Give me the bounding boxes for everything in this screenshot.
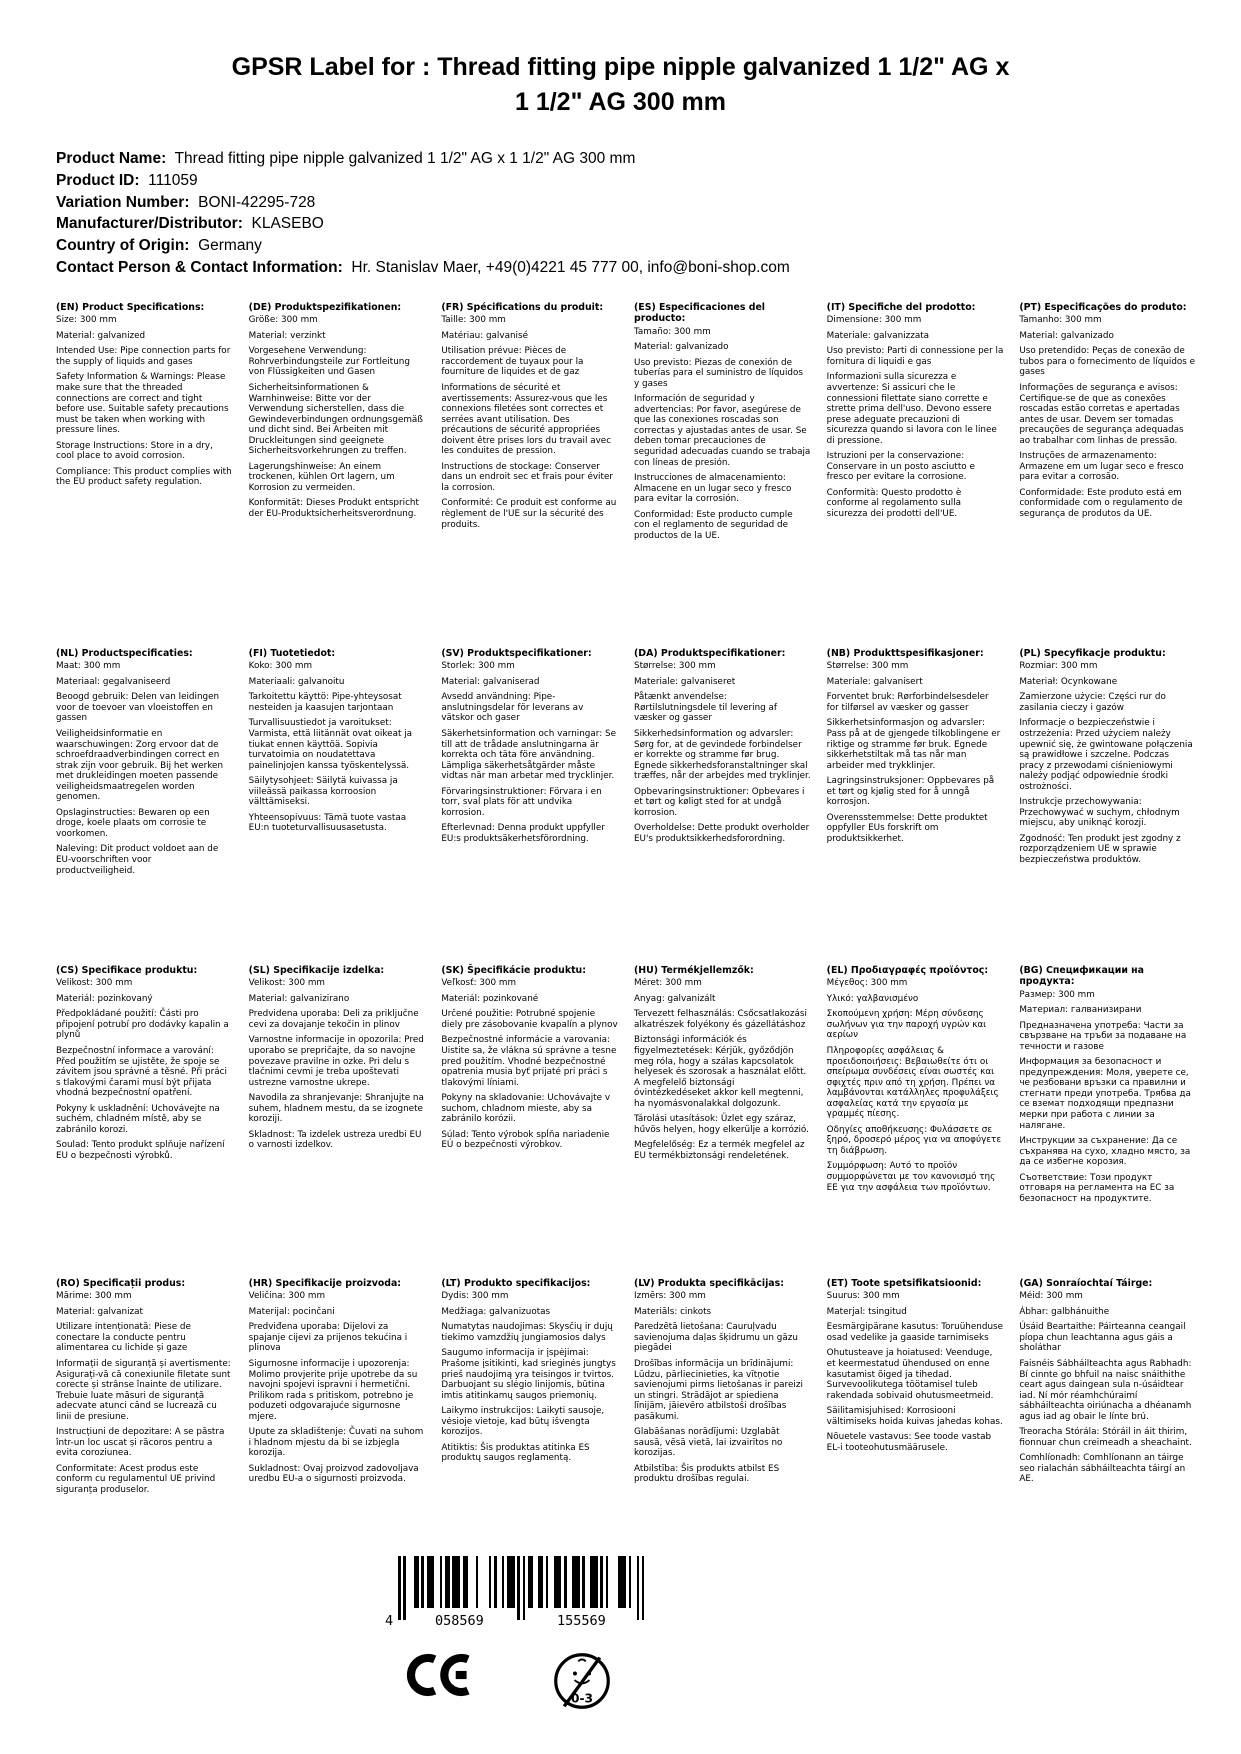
spec-block-item: Izmērs: 300 mm [634,1291,706,1302]
spec-block-item: Storlek: 300 mm [441,661,515,672]
spec-block-item: Säkerhetsinformation och varningar: Se till att de trådade anslutningarna är korrekta och täta före användning. Lämpliga säkerhetsåtgärder måste vidtas när man arbetar med trycklinjer. [441,729,616,782]
spec-block-item: Conformitate: Acest produs este conform cu regulamentul UE privind siguranța produselor. [56,1463,216,1496]
spec-block-item: Materiale: galvaniseret [634,676,736,687]
spec-block-item: Koko: 300 mm [248,661,313,672]
spec-block-item: Laikymo instrukcijos: Laikyti sausoje, vėsioje vietoje, kad būtų išvengta korozijos. [441,1406,605,1438]
spec-block-item: Størrelse: 300 mm [826,661,909,672]
spec-block-item: Soulad: Tento produkt splňuje nařízení EU o bezpečnosti výrobků. [56,1140,225,1161]
spec-block-item: Säilitamisjuhised: Korrosiooni vältimiseks hoida kuivas jahedas kohas. [826,1406,1003,1427]
spec-block-item: Материал: галванизирани [1019,1005,1142,1016]
spec-block-heading: (HR) Specifikacije proizvoda: [248,1278,402,1289]
spec-block-item: Anyag: galvanizált [634,993,716,1004]
spec-block-fr [441,302,618,648]
product-info [56,148,790,279]
spec-block-heading: (FI) Tuotetiedot: [248,648,336,659]
spec-block-item: Ábhar: galbhánuithe [1019,1306,1110,1317]
spec-block-item: Instruções de armazenamento: Armazene em um lugar seco e fresco para evitar a corrosão. [1019,451,1184,483]
spec-block-item: Påtænkt anvendelse: Rørtilslutningsdele til levering af væsker og gasser [634,692,778,724]
spec-block-item: Informations de sécurité et avertissements: Assurez-vous que les connexions filetées sont correctes et serrées avant utilisation. Des précautions de sécurité appropriées doivent être prises lors du travail avec les conduites de pression. [441,383,612,457]
spec-block-et [827,1278,1004,1501]
spec-block-item: Dimensione: 300 mm [826,315,922,326]
barcode-digit-right: 155569 [557,1613,606,1629]
spec-block-item: Istruzioni per la conservazione: Conservare in un posto asciutto e fresco per evitare la corrosione. [826,451,975,483]
spec-block-item: Predvidena uporaba: Deli za priključne cevi za dovajanje tekočin in plinov [248,1009,419,1030]
spec-block-item: Rozmiar: 300 mm [1019,661,1098,672]
spec-block-item: Инструкции за съхранение: Да се съхранява на сухо, хладно място, за да се избегне корозия. [1019,1136,1191,1168]
spec-block-item: Saugumo informacija ir įspėjimai: Prašome įsitikinti, kad srieginės jungtys prieš naudojimą yra teisingos ir tvirtos. Darbuojant su slėgio linijomis, būtina imtis atitinkamų saugos priemonių. [441,1348,616,1401]
spec-block-item: Informații de siguranță și avertismente: Asigurați-vă că conexiunile filetate sunt corecte și strânse înainte de utilizare. Trebuie luate măsuri de siguranță adecvate atunci când se lucrează cu linii de presiune. [56,1359,231,1422]
barcode-bars-icon [398,1556,678,1620]
spec-block-item: Naleving: Dit product voldoet aan de EU-voorschriften voor productveiligheid. [56,844,219,876]
spec-block-item: Material: galvanizado [1019,330,1114,341]
spec-block-sl [249,965,426,1278]
info-value: KLASEBO [251,215,324,233]
spec-block-hu [634,965,811,1278]
spec-block-item: Materjal: tsingitud [826,1306,907,1317]
spec-block-heading: (EN) Product Specifications: [56,302,205,313]
spec-block-heading: (CS) Specifikace produktu: [56,965,198,976]
spec-block-item: Beoogd gebruik: Delen van leidingen voor de toevoer van vloeistoffen en gassen [56,692,220,724]
spec-block-item: Eesmärgipärane kasutus: Toruühenduse osad vedelike ja gaaside tarnimiseks [826,1322,1004,1343]
spec-block-item: Bezpečnostné informácie a varovania: Uistite sa, že vlákna sú správne a tesne pred použitím. Vhodné bezpečnostné opatrenia musia byť prijaté pri práci s tlakovými líniami. [441,1035,617,1088]
page-title-line2: 1 1/2" AG 300 mm [514,88,727,116]
spec-block-item: Sicherheitsinformationen & Warnhinweise: Bitte vor der Verwendung sicherstellen, dass die Gewindeverbindungen ordnungsgemäß und dicht sind. Bei Arbeiten mit Druckleitungen sind geeignete Sicherheitsvorkehrungen zu treffen. [248,383,423,457]
spec-block-heading: (LV) Produkta specifikācijas: [634,1278,784,1289]
spec-block-heading: (RO) Specificații produs: [56,1278,186,1289]
spec-block-item: Glabāšanas norādījumi: Uzglabāt sausā, vēsā vietā, lai izvairītos no korozijas. [634,1427,783,1459]
spec-block-item: Comhlíonadh: Comhlíonann an táirge seo rialachán sábháilteachta táirgí an AE. [1019,1453,1186,1485]
spec-block-el [827,965,1004,1278]
spec-block-item: Predviđena uporaba: Dijelovi za spajanje cijevi za prijenos tekućina i plinova [248,1322,408,1354]
spec-block-item: Méid: 300 mm [1019,1291,1083,1302]
info-label: Contact Person & Contact Information: [56,258,343,276]
spec-block-item: Materiaali: galvanoitu [248,676,345,687]
spec-block-item: Atbilstība: Šis produkts atbilst ES produktu drošības regulai. [634,1463,780,1485]
spec-block-ro [56,1278,233,1501]
spec-block-heading: (PT) Especificações do produto: [1019,302,1187,313]
spec-block-item: Treoracha Stórála: Stóráil in áit thirim, fionnuar chun creimeadh a sheachaint. [1019,1427,1192,1448]
spec-block-nl [56,648,233,965]
info-value: Germany [198,237,262,255]
spec-block-item: Instrucțiuni de depozitare: A se păstra într-un loc uscat și răcoros pentru a evita coroziunea. [56,1427,225,1459]
spec-block-item: Conformité: Ce produit est conforme au règlement de l'UE sur la sécurité des produits. [441,498,617,530]
spec-block-item: Turvallisuustiedot ja varoitukset: Varmista, että liitännät ovat oikeat ja tiukat ennen käyttöä. Sopivia turvatoimia on noudatettava painelinjojen kanssa työskentelyssä. [248,718,413,771]
spec-block-item: Συμμόρφωση: Αυτό το προϊόν συμμορφώνεται με τον κανονισμό της ΕΕ για την ασφάλεια των προϊόντων. [826,1161,996,1193]
spec-block-item: Opbevaringsinstruktioner: Opbevares i et tørt og køligt sted for at undgå korrosion. [634,786,805,818]
barcode-digit-left: 058569 [435,1613,484,1629]
spec-block-item: Πληροφορίες ασφάλειας & προειδοποιήσεις: Βεβαιωθείτε ότι οι σπείρωμα συνδέσεις είναι σωστές και σφιχτές πριν από τη χρήση. Πρέπει να λαμβάνονται κατάλληλες προφυλάξεις ασφαλείας κατά την εργασία με γραμμές πίεσης. [826,1046,999,1120]
spec-block-item: Veľkosť: 300 mm [441,978,517,989]
spec-block-item: Sikkerhetsinformasjon og advarsler: Pass på at de gjengede tilkoblingene er riktige og stramme før bruk. Egnede sikkerhetstiltak må tas når man arbeider med trykklinjer. [826,718,1001,771]
spec-block-item: Información de seguridad y advertencias: Por favor, asegúrese de que las conexiones roscadas son correctas y ajustadas antes de usar. Se deben tomar precauciones de seguridad adecuadas cuando se trabaja con líneas de presión. [634,394,811,468]
spec-block-item: Yhteensopivuus: Tämä tuote vastaa EU:n tuoteturvallisuusasetusta. [248,812,407,834]
spec-block-item: Sukladnost: Ovaj proizvod zadovoljava uredbu EU-a o sigurnosti proizvoda. [248,1463,419,1485]
spec-block-heading: (NB) Produkttspesifikasjoner: [826,648,984,659]
spec-block-item: Materiaal: gegalvaniseerd [56,676,171,687]
spec-block-item: Størrelse: 300 mm [634,661,716,672]
spec-block-item: Avsedd användning: Pipe-anslutningsdelar för leverans av vätskor och gaser [441,692,584,724]
spec-block-ga [1019,1278,1196,1501]
spec-block-item: Uso previsto: Parti di connessione per la fornitura di liquidi e gas [826,346,1004,367]
spec-block-item: Súlad: Tento výrobok spĺňa nariadenie EÚ o bezpečnosti výrobkov. [441,1129,610,1151]
spec-block-heading: (SL) Specifikacije izdelka: [248,965,385,976]
spec-block-item: Instructions de stockage: Conserver dans un endroit sec et frais pour éviter la corrosion. [441,461,613,493]
spec-block-item: Materiale: galvanisert [826,676,923,687]
info-row-2 [56,192,790,214]
spec-block-item: Conformidade: Este produto está em conformidade com o regulamento de segurança de produtos da UE. [1019,487,1183,520]
spec-block-item: Forventet bruk: Rørforbindelsesdeler for tilførsel av væsker og gasser [826,692,989,713]
spec-block-item: Conformidad: Este producto cumple con el reglamento de seguridad de productos de la UE. [634,509,793,541]
ean-barcode [385,1556,678,1629]
spec-block-item: Tamaño: 300 mm [634,326,711,337]
spec-block-item: Material: galvaniserad [441,676,540,687]
spec-block-item: Overensstemmelse: Dette produktet oppfyller EUs forskrift om produktsikkerhet. [826,812,988,844]
spec-block-item: Размер: 300 mm [1019,989,1095,1000]
spec-block-item: Tervezett felhasználás: Csőcsatlakozási alkatrészek folyékony és gázellátáshoz [634,1009,807,1030]
spec-block-heading: (BG) Спецификации на продукта: [1019,965,1144,988]
spec-block-item: Säilytysohjeet: Säilytä kuivassa ja viileässä paikassa korroosion välttämiseksi. [248,776,398,808]
spec-block-item: Vorgesehene Verwendung: Rohrverbindungsteile zur Fortleitung von Flüssigkeiten und Gasen [248,346,410,378]
info-label: Product Name: [56,150,167,167]
spec-block-item: Méret: 300 mm [634,978,702,989]
spec-block-item: Safety Information & Warnings: Please make sure that the threaded connections are correct and tight before use. Suitable safety precautions must be taken when working with pressure lines. [56,372,229,436]
barcode-digit-lead: 4 [385,1613,394,1629]
spec-block-item: Drošības informācija un brīdinājumi: Lūdzu, pārliecinieties, ka vītņotie savienojumi pirms lietošanas ir pareizi un stingri. Strādājot ar spiediena līnijām, jāievēro atbilstoši drošības pasākumi. [634,1359,803,1422]
spec-block-item: Uso pretendido: Peças de conexão de tubos para o fornecimento de líquidos e gases [1019,346,1196,378]
spec-block-item: Opslaginstructies: Bewaren op een droge, koele plaats om corrosie te voorkomen. [56,807,210,839]
spec-block-sv [441,648,618,965]
spec-block-fi [249,648,426,965]
spec-block-item: Conformità: Questo prodotto è conforme al regolamento sulla sicurezza dei prodotti dell'UE. [826,487,962,520]
spec-block-heading: (DA) Produktspecifikationer: [634,648,786,659]
spec-block-item: Předpokládané použití: Části pro připojení potrubí pro dodávky kapalin a plynů [56,1009,229,1041]
conformity-symbols [388,1650,678,1720]
spec-block-item: Предназначена употреба: Части за свързване на тръби за подаване на течности и газове [1019,1020,1187,1052]
spec-block-item: Bezpečnostní informace a varování: Před použitím se ujistěte, že spoje se závitem jsou správné a těsné. Při práci s tlakovými čarami musí být přijata vhodná bezpečnostní opatření. [56,1046,227,1099]
spec-block-item: Υλικό: γαλβανισμένο [826,993,919,1004]
spec-block-item: Atitiktis: Šis produktas atitinka ES produktų saugos reglamentą. [441,1442,590,1464]
spec-block-item: Ohutusteave ja hoiatused: Veenduge, et keermestatud ühendused on enne kasutamist õiged ja tihedad. Survevoolikutega töötamisel tuleb rakendada sobivaid ohutusmeetmeid. [826,1348,994,1401]
spec-block-item: Úsáid Beartaithe: Páirteanna ceangail píopa chun leachtanna agus gáis a sholáthar [1019,1322,1186,1354]
spec-block-item: Overholdelse: Dette produkt overholder EU's produktsikkerhedsforordning. [634,823,810,844]
info-value: Hr. Stanislav Maer, +49(0)4221 45 777 00, info@boni-shop.com [351,258,790,276]
spec-block-item: Lagringsinstruksjoner: Oppbevares på et tørt og kjølig sted for å unngå korrosjon. [826,776,995,808]
spec-block-lt [441,1278,618,1501]
spec-block-heading: (LT) Produkto specifikacijos: [441,1278,591,1289]
spec-block-item: Material: galvanizirano [248,993,350,1004]
info-row-3 [56,213,790,235]
age-warning-icon [552,1650,612,1716]
spec-block-item: Instrucciones de almacenamiento: Almacene en un lugar seco y fresco para evitar la corrosión. [634,473,792,505]
spec-block-item: Suurus: 300 mm [826,1291,900,1302]
spec-block-bg [1019,965,1196,1278]
spec-block-item: Instrukcje przechowywania: Przechowywać w suchym, chłodnym miejscu, aby uniknąć korozji. [1019,797,1180,829]
spec-block-pl [1019,648,1196,965]
spec-grid [56,302,1196,1501]
spec-block-item: Größe: 300 mm [248,315,318,326]
info-label: Variation Number: [56,193,190,211]
spec-block-item: Uso previsto: Piezas de conexión de tuberías para el suministro de líquidos y gases [634,357,803,389]
spec-block-pt [1019,302,1196,648]
spec-block-hr [249,1278,426,1501]
spec-block-item: Materiale: galvanizzata [826,330,930,341]
info-row-0 [56,148,790,170]
spec-block-item: Pokyny na skladovanie: Uchovávajte v suchom, chladnom mieste, aby sa zabránilo korózii. [441,1093,611,1125]
spec-block-item: Materiál: pozinkovaný [56,993,153,1004]
info-row-5 [56,257,790,279]
spec-block-item: Informazioni sulla sicurezza e avvertenze: Si assicuri che le connessioni filettate siano corrette e strette prima dell'uso. Devono essere prese adeguate precauzioni di sicurezza quando si lavora con le linee di pressione. [826,372,997,446]
spec-block-item: Mărime: 300 mm [56,1291,132,1302]
spec-block-en [56,302,233,648]
spec-block-heading: (SK) Špecifikácie produktu: [441,965,586,976]
spec-block-item: Velikost: 300 mm [248,978,325,989]
spec-block-item: Съответствие: Този продукт отговаря на регламента на ЕС за безопасност на продуктите. [1019,1172,1175,1204]
spec-block-item: Förvaringsinstruktioner: Förvara i en torr, sval plats för att undvika korrosion. [441,786,602,818]
spec-block-item: Matériau: galvanisé [441,330,528,341]
spec-block-item: Sikkerhedsinformation og advarsler: Sørg for, at de gevindede forbindelser er korrekte og stramme før brug. Egnede sikkerhedsforanstaltninger skal træffes, når der arbejdes med tryklinjer. [634,729,811,782]
info-row-1 [56,170,790,192]
spec-block-item: Velikost: 300 mm [56,978,133,989]
spec-block-item: Megfelelőség: Ez a termék megfelel az EU termékbiztonsági rendeletének. [634,1140,805,1161]
spec-block-heading: (NL) Productspecificaties: [56,648,193,659]
spec-block-sk [441,965,618,1278]
spec-block-da [634,648,811,965]
spec-block-item: Material: galvanized [56,330,146,341]
spec-block-it [827,302,1004,648]
spec-block-cs [56,965,233,1278]
spec-block-item: Materiał: Ocynkowane [1019,676,1118,687]
spec-block-item: Μέγεθος: 300 mm [826,978,908,989]
info-row-4 [56,235,790,257]
spec-block-heading: (HU) Termékjellemzők: [634,965,754,976]
spec-block-heading: (ET) Toote spetsifikatsioonid: [826,1278,982,1289]
spec-block-item: Pokyny k uskladnění: Uchovávejte na suchém, chladném místě, aby se zabránilo korozi. [56,1103,220,1135]
spec-block-item: Informações de segurança e avisos: Certifique-se de que as conexões roscadas estão corretas e apertadas antes de usar. Devem ser tomadas precauções de segurança adequadas ao trabalhar com linhas de pressão. [1019,383,1184,446]
spec-block-item: Materiál: pozinkované [441,993,539,1004]
info-label: Country of Origin: [56,237,190,255]
spec-block-item: Tárolási utasítások: Üzlet egy száraz, hűvös helyen, hogy elkerülje a korrózió. [634,1114,809,1135]
spec-block-item: Varnostne informacije in opozorila: Pred uporabo se prepričajte, da so navojne povezave pravilne in ozke. Pri delu s tlačnimi cevmi je treba upoštevati ustrezne varnostne ukrepe. [248,1035,424,1088]
spec-block-item: Maat: 300 mm [56,661,121,672]
spec-block-heading: (IT) Specifiche del prodotto: [826,302,976,313]
barcode-digits [385,1613,678,1638]
spec-block-item: Tamanho: 300 mm [1019,315,1102,326]
bottom-symbols [385,1556,678,1726]
spec-block-heading: (ES) Especificaciones del producto: [634,302,766,325]
info-value: 111059 [148,171,198,189]
spec-block-item: Taille: 300 mm [441,315,506,326]
info-label: Product ID: [56,171,140,189]
spec-block-es [634,302,811,648]
spec-block-item: Σκοπούμενη χρήση: Μέρη σύνδεσης σωλήνων για την παροχή υγρών και αερίων [826,1009,987,1041]
spec-block-item: Numatytas naudojimas: Skysčių ir dujų tiekimo vamzdžių jungiamosios dalys [441,1322,613,1343]
spec-block-item: Efterlevnad: Denna produkt uppfyller EU:s produktsäkerhetsförordning. [441,823,605,844]
ce-mark-icon [402,1652,470,1702]
spec-block-item: Navodila za shranjevanje: Shranjujte na suhem, hladnem mestu, da se izognete koroziji. [248,1093,424,1125]
spec-block-item: Material: galvanizado [634,342,729,353]
info-value: Thread fitting pipe nipple galvanized 1 1/2" AG x 1 1/2" AG 300 mm [174,150,636,167]
spec-block-item: Skladnost: Ta izdelek ustreza uredbi EU o varnosti izdelkov. [248,1129,422,1151]
spec-block-item: Material: galvanizat [56,1306,143,1317]
spec-block-heading: (GA) Sonraíochtaí Táirge: [1019,1278,1153,1289]
spec-block-item: Paredzētā lietošana: Cauruļvadu savienojuma daļas šķidrumu un gāzu piegādei [634,1322,798,1354]
spec-block-item: Veličina: 300 mm [248,1291,326,1302]
spec-block-item: Biztonsági információk és figyelmeztetések: Kérjük, győződjön meg róla, hogy a szálas kapcsolatok helyesek és szorosak a használat előtt. A megfelelő biztonsági óvintézkedéseket akkor kell megtenni, ha nyomásvonalakkal dolgozunk. [634,1035,807,1109]
spec-block-item: Dydis: 300 mm [441,1291,509,1302]
spec-block-item: Informacje o bezpieczeństwie i ostrzeżenia: Przed użyciem należy upewnić się, że gwintowane połączenia są prawidłowe i szczelne. Podczas pracy z przewodami ciśnieniowymi należy podjąć odpowiednie środki ostrożności. [1019,718,1193,792]
spec-block-item: Storage Instructions: Store in a dry, cool place to avoid corrosion. [56,440,213,462]
info-label: Manufacturer/Distributor: [56,215,243,233]
spec-block-item: Medžiaga: galvanizuotas [441,1306,551,1317]
page-title [0,0,1241,120]
spec-block-de [249,302,426,648]
spec-block-item: Οδηγίες αποθήκευσης: Φυλάσσετε σε ξηρό, δροσερό μέρος για να αποφύγετε τη διάβρωση. [826,1124,1002,1156]
age-warning-label: 0-3 [571,1691,593,1706]
spec-block-item: Utilizare intenționată: Piese de conectare la conducte pentru alimentarea cu lichide și gaze [56,1322,191,1354]
spec-block-item: Zamierzone użycie: Części rur do zasilania cieczy i gazów [1019,692,1166,713]
spec-block-item: Compliance: This product complies with the EU product safety regulation. [56,466,232,488]
spec-block-heading: (PL) Specyfikacje produktu: [1019,648,1166,659]
spec-block-item: Upute za skladištenje: Čuvati na suhom i hladnom mjestu da bi se izbjegla korozija. [248,1427,424,1459]
spec-block-lv [634,1278,811,1501]
spec-block-item: Konformität: Dieses Produkt entspricht der EU-Produktsicherheitsverordnung. [248,498,419,520]
spec-block-item: Materijal: pocinčani [248,1306,335,1317]
spec-block-item: Nõuetele vastavus: See toode vastab EL-i tooteohutusmäärusele. [826,1432,992,1453]
spec-block-heading: (DE) Produktspezifikationen: [248,302,402,313]
spec-block-heading: (SV) Produktspecifikationer: [441,648,592,659]
spec-block-item: Intended Use: Pipe connection parts for the supply of liquids and gases [56,346,231,367]
spec-block-item: Sigurnosne informacije i upozorenja: Molimo provjerite prije upotrebe da su navojni spojevi ispravni i hermetični. Prilikom rada s pritiskom, potrebno je poduzeti odgovarajuće sigurnosne mjere. [248,1359,418,1422]
spec-block-item: Material: verzinkt [248,330,326,341]
spec-block-heading: (EL) Προδιαγραφές προϊόντος: [826,965,989,976]
spec-block-item: Size: 300 mm [56,315,117,326]
spec-block-item: Zgodność: Ten produkt jest zgodny z rozporządzeniem UE w sprawie bezpieczeństwa produktów. [1019,833,1181,866]
info-value: BONI-42295-728 [198,193,316,211]
spec-block-nb [827,648,1004,965]
spec-block-item: Materiāls: cinkots [634,1306,712,1317]
page-title-line1: GPSR Label for : Thread fitting pipe nipple galvanized 1 1/2" AG x [231,53,1010,81]
spec-block-item: Информация за безопасност и предупреждения: Моля, уверете се, че резбовани връзки са правилни и стегнати преди употреба. Трябва да се вземат подходящи предпазни мерки при работа с линии за налягане. [1019,1057,1191,1131]
spec-block-item: Tarkoitettu käyttö: Pipe-yhteysosat nesteiden ja kaasujen tarjontaan [248,692,402,713]
spec-block-item: Veiligheidsinformatie en waarschuwingen: Zorg ervoor dat de schroefdraadverbindingen correct en strak zijn voor gebruik. Bij het werken met drukleidingen moeten passende veiligheidsmaatregelen worden genomen. [56,729,224,803]
spec-block-item: Faisnéis Sábháilteachta agus Rabhadh: Bí cinnte go bhfuil na naisc snáithithe ceart agus daingean sula n-úsáidtear iad. Ní mór réamhchúraimí sábháilteachta oiriúnacha a dhéanamh agus iad ag obair le línte brú. [1019,1359,1192,1422]
spec-block-item: Lagerungshinweise: An einem trockenen, kühlen Ort lagern, um Korrosion zu vermeiden. [248,461,395,493]
spec-block-item: Určené použitie: Potrubné spojenie diely pre zásobovanie kvapalín a plynov [441,1009,618,1030]
spec-block-item: Utilisation prévue: Pièces de raccordement de tuyaux pour la fourniture de liquides et de gaz [441,346,584,378]
spec-block-heading: (FR) Spécifications du produit: [441,302,604,313]
